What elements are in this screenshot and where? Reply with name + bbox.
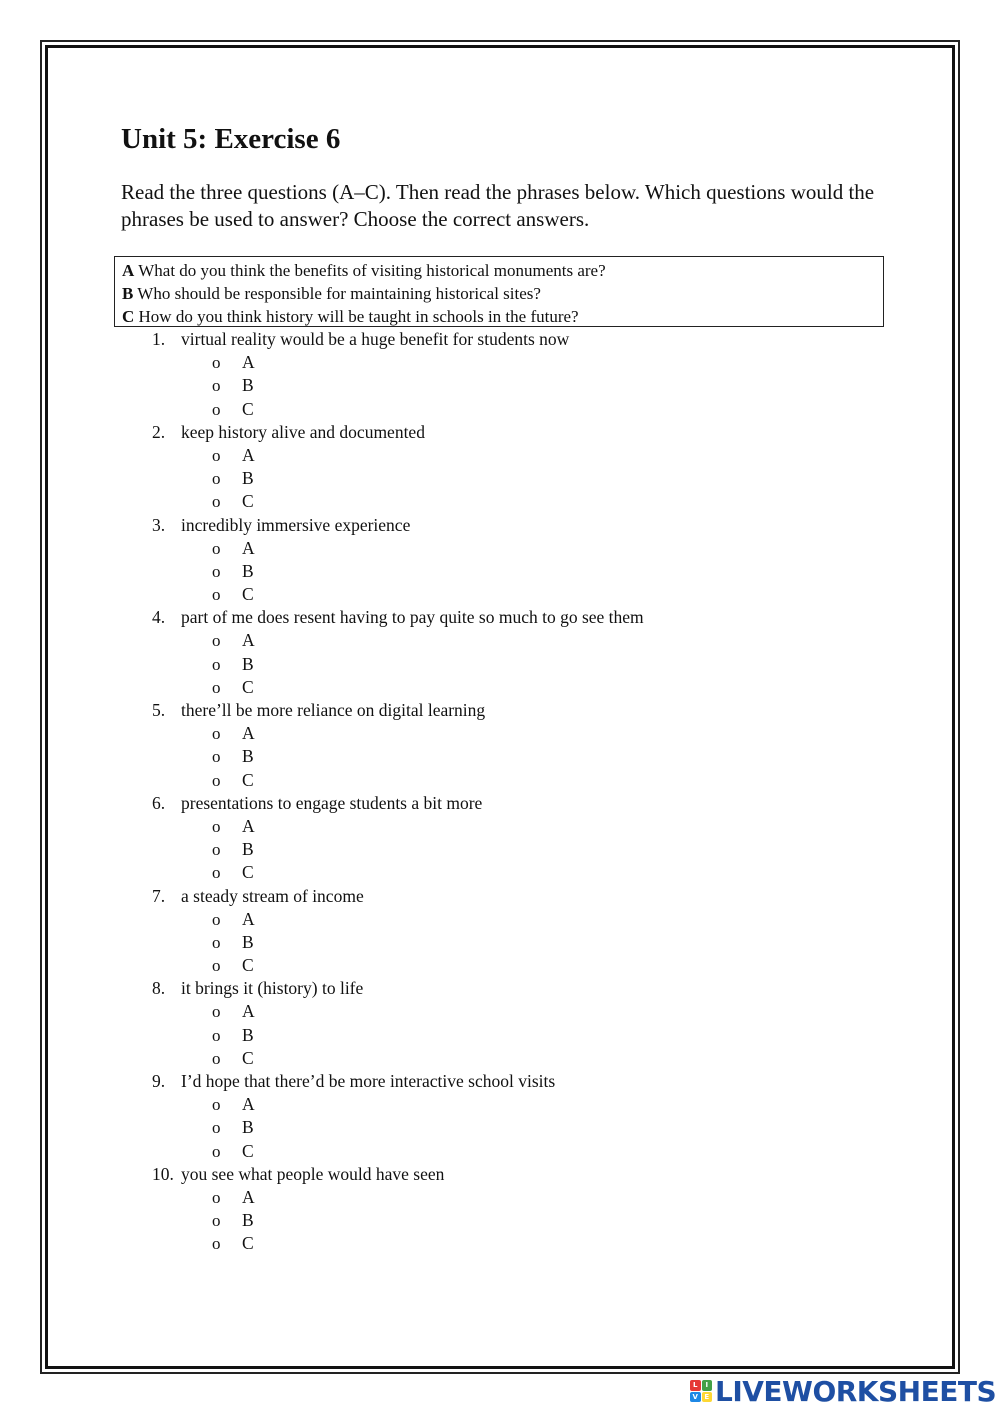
answer-option-b[interactable] [0,838,1000,861]
option-label: B [242,653,254,674]
answer-option-b[interactable] [0,745,1000,768]
logo-square: V [690,1392,701,1403]
question-letter: A [122,261,135,280]
answer-option-a[interactable] [0,351,1000,374]
option-label: C [242,1233,254,1254]
item-number: 6. [152,792,166,813]
option-label: B [242,375,254,396]
answer-option-a[interactable] [0,629,1000,652]
radio-circle-icon[interactable]: o [212,561,221,581]
item-phrase-row [0,1070,1000,1093]
option-label: B [242,746,254,767]
radio-circle-icon[interactable]: o [212,585,221,605]
option-label: B [242,560,254,581]
answer-option-a[interactable] [0,444,1000,467]
exercise-item [0,514,1000,607]
item-number-cell [0,885,181,908]
option-label: B [242,1117,254,1138]
answer-options [0,815,1000,885]
radio-circle-icon[interactable]: o [212,631,221,651]
exercise-item [0,328,1000,421]
radio-circle-icon[interactable]: o [212,1187,221,1207]
logo-square: E [702,1392,713,1403]
item-phrase: presentations to engage students a bit more [181,792,483,813]
option-label: A [242,723,255,744]
answer-option-c[interactable] [0,769,1000,792]
item-phrase: you see what people would have seen [181,1163,445,1184]
radio-circle-icon[interactable]: o [212,932,221,952]
item-phrase-row [0,514,1000,537]
radio-circle-icon[interactable]: o [212,677,221,697]
question-a [122,259,883,282]
option-label: A [242,352,255,373]
item-number-cell [0,606,181,629]
radio-circle-icon[interactable]: o [212,956,221,976]
liveworksheets-watermark [690,1376,996,1406]
answer-option-a[interactable] [0,537,1000,560]
item-phrase: incredibly immersive experience [181,514,411,535]
option-label: A [242,1001,255,1022]
item-number: 1. [152,329,166,349]
option-label: C [242,398,254,419]
option-label: C [242,862,254,883]
answer-option-c[interactable] [0,398,1000,421]
answer-option-c[interactable] [0,1140,1000,1163]
answer-option-a[interactable] [0,722,1000,745]
option-label: A [242,1186,255,1207]
radio-circle-icon[interactable]: o [212,469,221,489]
answer-option-a[interactable] [0,1186,1000,1209]
answer-option-b[interactable] [0,560,1000,583]
option-label: A [242,630,255,651]
option-label: C [242,491,254,512]
answer-options [0,1186,1000,1256]
radio-circle-icon[interactable]: o [212,1211,221,1231]
answer-option-c[interactable] [0,583,1000,606]
radio-circle-icon[interactable]: o [212,770,221,790]
option-label: A [242,908,255,929]
answer-option-b[interactable] [0,653,1000,676]
radio-circle-icon[interactable]: o [212,353,221,373]
radio-circle-icon[interactable]: o [212,445,221,465]
exercise-item [0,421,1000,514]
answer-option-b[interactable] [0,1209,1000,1232]
liveworksheets-logo-icon [690,1380,712,1402]
item-phrase-row [0,885,1000,908]
option-label: C [242,1140,254,1161]
option-label: B [242,839,254,860]
option-label: C [242,676,254,697]
radio-circle-icon[interactable]: o [212,654,221,674]
answer-option-c[interactable] [0,861,1000,884]
radio-circle-icon[interactable]: o [212,816,221,836]
option-label: A [242,537,255,558]
option-label: B [242,468,254,489]
exercise-item [0,699,1000,792]
exercise-item [0,606,1000,699]
item-number-cell [0,421,181,444]
item-phrase-row [0,792,1000,815]
exercise-item [0,1070,1000,1163]
answer-options [0,1093,1000,1163]
question-text: How do you think history will be taught in schools in the future? [134,307,579,326]
item-number-cell [0,514,181,537]
radio-circle-icon[interactable]: o [212,840,221,860]
answer-options [0,722,1000,792]
exercise-list [0,328,1000,1256]
logo-square: I [702,1380,713,1391]
radio-circle-icon[interactable]: o [212,492,221,512]
question-b [122,282,883,305]
radio-circle-icon[interactable]: o [212,1025,221,1045]
item-number-cell [0,328,181,351]
option-label: C [242,769,254,790]
radio-circle-icon[interactable]: o [212,1141,221,1161]
item-phrase: virtual reality would be a huge benefit for students now [181,329,570,349]
answer-option-a[interactable] [0,1000,1000,1023]
answer-options [0,629,1000,699]
radio-circle-icon[interactable]: o [212,863,221,883]
answer-options [0,1000,1000,1070]
question-text: Who should be responsible for maintaining historical sites? [133,284,541,303]
logo-square: L [690,1380,701,1391]
instructions-text: Read the three questions (A–C). Then read the phrases below. Which questions would the phrases be used to answer? Choose the correct answers. [121,180,875,231]
exercise-item [0,885,1000,978]
questions-box [114,256,884,327]
item-number: 9. [152,1071,166,1091]
radio-circle-icon[interactable]: o [212,538,221,558]
answer-option-b[interactable] [0,1116,1000,1139]
item-number-cell [0,699,181,722]
question-c [122,305,883,328]
radio-circle-icon[interactable]: o [212,1002,221,1022]
item-phrase: it brings it (history) to life [181,978,364,999]
answer-option-c[interactable] [0,490,1000,513]
answer-option-c[interactable] [0,1232,1000,1255]
radio-circle-icon[interactable]: o [212,909,221,929]
item-number: 2. [152,421,166,442]
item-number: 7. [152,885,166,906]
item-number: 10. [152,1163,174,1184]
answer-options [0,908,1000,978]
item-phrase: there’ll be more reliance on digital learning [181,700,486,720]
radio-circle-icon[interactable]: o [212,1118,221,1138]
option-label: A [242,815,255,836]
option-label: B [242,931,254,952]
answer-option-a[interactable] [0,908,1000,931]
answer-option-a[interactable] [0,1093,1000,1116]
radio-circle-icon[interactable]: o [212,724,221,744]
answer-option-a[interactable] [0,815,1000,838]
worksheet-title: Unit 5: Exercise 6 [121,123,341,155]
item-phrase-row [0,328,1000,351]
question-letter: B [122,284,134,303]
item-phrase: a steady stream of income [181,885,364,906]
option-label: A [242,1094,255,1115]
answer-option-b[interactable] [0,931,1000,954]
answer-option-b[interactable] [0,467,1000,490]
item-number-cell [0,977,181,1000]
answer-options [0,444,1000,514]
answer-option-c[interactable] [0,954,1000,977]
radio-circle-icon[interactable]: o [212,1095,221,1115]
item-number: 4. [152,607,166,628]
radio-circle-icon[interactable]: o [212,1048,221,1068]
answer-options [0,351,1000,421]
item-phrase: I’d hope that there’d be more interactive school visits [181,1071,556,1091]
radio-circle-icon[interactable]: o [212,1234,221,1254]
item-phrase-row [0,606,1000,629]
item-number-cell [0,1070,181,1093]
answer-option-b[interactable] [0,374,1000,397]
answer-option-b[interactable] [0,1024,1000,1047]
radio-circle-icon[interactable]: o [212,747,221,767]
item-phrase-row [0,977,1000,1000]
option-label: C [242,1047,254,1068]
question-letter: C [122,307,135,326]
answer-options [0,537,1000,607]
option-label: C [242,955,254,976]
item-phrase-row [0,1163,1000,1186]
item-phrase-row [0,699,1000,722]
radio-circle-icon[interactable]: o [212,376,221,396]
item-number-cell [0,1163,181,1186]
exercise-item [0,977,1000,1070]
exercise-item [0,1163,1000,1256]
item-number: 5. [152,700,166,720]
item-phrase: part of me does resent having to pay quite so much to go see them [181,607,644,628]
option-label: B [242,1024,254,1045]
item-phrase-row [0,421,1000,444]
item-phrase: keep history alive and documented [181,421,425,442]
item-number: 3. [152,514,166,535]
exercise-item [0,792,1000,885]
option-label: A [242,444,255,465]
answer-option-c[interactable] [0,676,1000,699]
item-number-cell [0,792,181,815]
option-label: B [242,1210,254,1231]
answer-option-c[interactable] [0,1047,1000,1070]
question-text: What do you think the benefits of visiting historical monuments are? [134,261,606,280]
item-number: 8. [152,978,166,999]
radio-circle-icon[interactable]: o [212,399,221,419]
option-label: C [242,584,254,605]
watermark-text: LIVEWORKSHEETS [715,1374,997,1408]
